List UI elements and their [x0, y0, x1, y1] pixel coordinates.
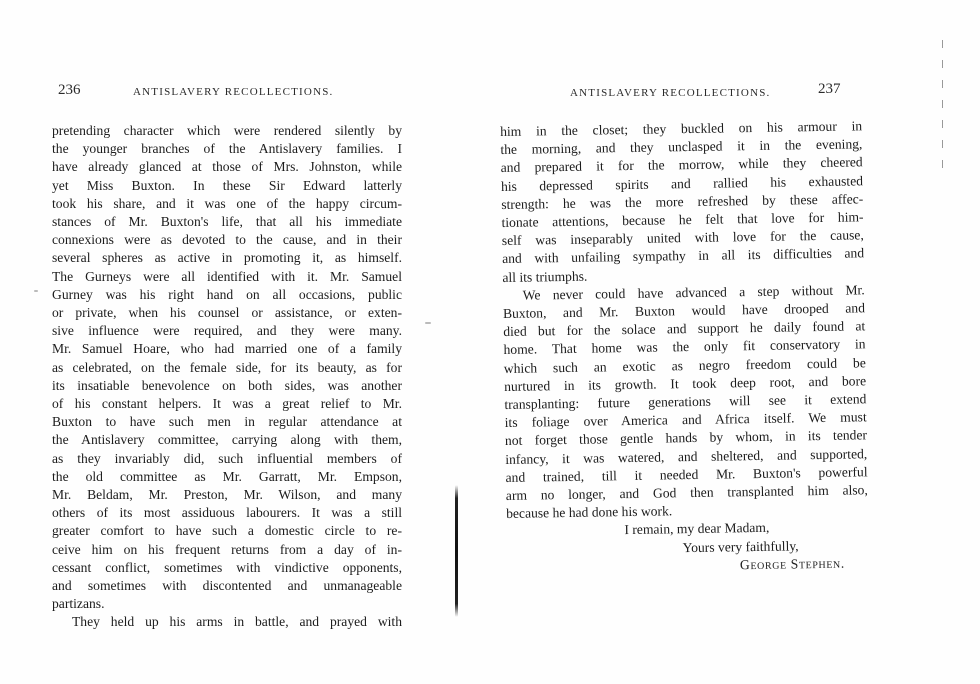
scan-speck — [34, 290, 38, 292]
text-line: They held up his arms in battle, and prayed with — [72, 614, 402, 630]
text-line: We never could have advanced a step without Mr. — [522, 282, 865, 303]
text-line: others of its most assiduous labourers. It was a still — [52, 505, 402, 521]
text-line: as celebrated, on the female side, for its beauty, as for — [52, 359, 402, 375]
text-line: strength: he was the more refreshed by these affec- — [501, 191, 864, 212]
text-line: several spheres as active in promoting it, as himself. — [52, 250, 402, 266]
text-line: not forget those gentle hands by whom, in its tender — [504, 427, 868, 449]
text-line: transplanting: future generations will see it extend — [504, 391, 867, 413]
text-line: his depressed spirits and rallied his exhausted — [500, 172, 864, 194]
body-text — [52, 122, 402, 632]
text-line: Mr. Beldam, Mr. Preston, Mr. Wilson, and many — [52, 487, 402, 503]
body-text — [500, 117, 869, 578]
closing-salutation: I remain, my dear Madam, — [624, 520, 770, 538]
text-line: home. That home was the only fit conservatory in — [503, 336, 866, 358]
text-line: tionate attentions, because he felt that love for him- — [501, 209, 864, 231]
text-line: the Antislavery committee, carrying along with them, — [52, 432, 402, 448]
text-line: the morning, and they unclasped it in the evening, — [500, 136, 863, 158]
text-line: and trained, till it needed Mr. Buxton's powerful — [505, 464, 868, 485]
text-line: partizans. — [52, 596, 105, 612]
page-number: 237 — [818, 81, 841, 97]
text-line: and sometimes with discontented and unmanageable — [52, 578, 402, 594]
text-line: the younger branches of the Antislavery families. I — [52, 141, 402, 157]
scan-speck — [425, 322, 431, 324]
text-line: cessant conflict, sometimes with vindictive opponents, — [52, 559, 402, 575]
text-line: pretending character which were rendered silently by — [52, 123, 402, 138]
text-line: arm no longer, and God then transplanted him also, — [505, 482, 868, 504]
page-number: 236 — [58, 82, 81, 98]
text-line: or private, when his counsel or assistance, or exten- — [52, 305, 402, 321]
text-line: sive influence were required, and they were many. — [52, 323, 402, 339]
text-line: took his share, and it was one of the happy circum- — [52, 195, 402, 211]
gutter-shadow — [455, 485, 458, 617]
text-line: infancy, it was watered, and sheltered, and supported, — [505, 445, 868, 467]
right-page — [470, 0, 980, 684]
text-line: Mr. Samuel Hoare, who had married one of a family — [52, 341, 402, 357]
page-edge-marks — [938, 40, 948, 200]
left-page — [0, 0, 460, 684]
text-line: all its triumphs. — [502, 268, 588, 285]
text-line: stances of Mr. Buxton's life, that all his immediate — [52, 214, 402, 230]
text-line: because he had done his work. — [506, 503, 673, 522]
text-line: which such an exotic as negro freedom could be — [503, 354, 866, 376]
text-line: The Gurneys were all identified with it. Mr. Samuel — [52, 268, 402, 284]
text-line: self was inseparably united with love for the cause, — [501, 227, 864, 249]
text-line: him in the closet; they buckled on his armour in — [500, 118, 863, 139]
text-line: nurtured in its growth. It took deep root, and bore — [504, 373, 867, 394]
text-line: ceive him on his frequent returns from a day of in- — [52, 541, 402, 557]
text-line: greater comfort to have such a domestic circle to re- — [52, 523, 402, 539]
text-line: as they invariably did, such influential members of — [52, 450, 402, 466]
text-line: connexions were as devoted to the cause, and in their — [52, 232, 402, 248]
text-line: its foliage over America and Africa itself. We must — [504, 409, 867, 431]
text-line: the old committee as Mr. Garratt, Mr. Empson, — [52, 468, 402, 484]
text-line: Buxton to have such men in regular attendance at — [52, 414, 402, 430]
signature: George Stephen. — [739, 555, 845, 573]
text-line: its insatiable benevolence on both sides, was another — [52, 377, 402, 393]
closing-valediction: Yours very faithfully, — [682, 538, 799, 555]
running-head: ANTISLAVERY RECOLLECTIONS. — [133, 86, 334, 98]
text-line: died but for the solace and support he daily found at — [503, 318, 866, 340]
running-head: ANTISLAVERY RECOLLECTIONS. — [570, 87, 771, 99]
text-line: and with unfailing sympathy in all its difficulties and — [502, 245, 865, 267]
text-line: and prepared it for the morrow, while they cheered — [500, 154, 863, 176]
text-line: have already glanced at those of Mrs. Johnston, while — [52, 159, 402, 175]
text-line: Gurney was his right hand on all occasions, public — [52, 286, 402, 302]
text-line: Buxton, and Mr. Buxton would have drooped and — [502, 300, 866, 322]
text-line: yet Miss Buxton. In these Sir Edward latterly — [52, 177, 402, 193]
text-line: of his constant helpers. It was a great relief to Mr. — [52, 396, 402, 412]
